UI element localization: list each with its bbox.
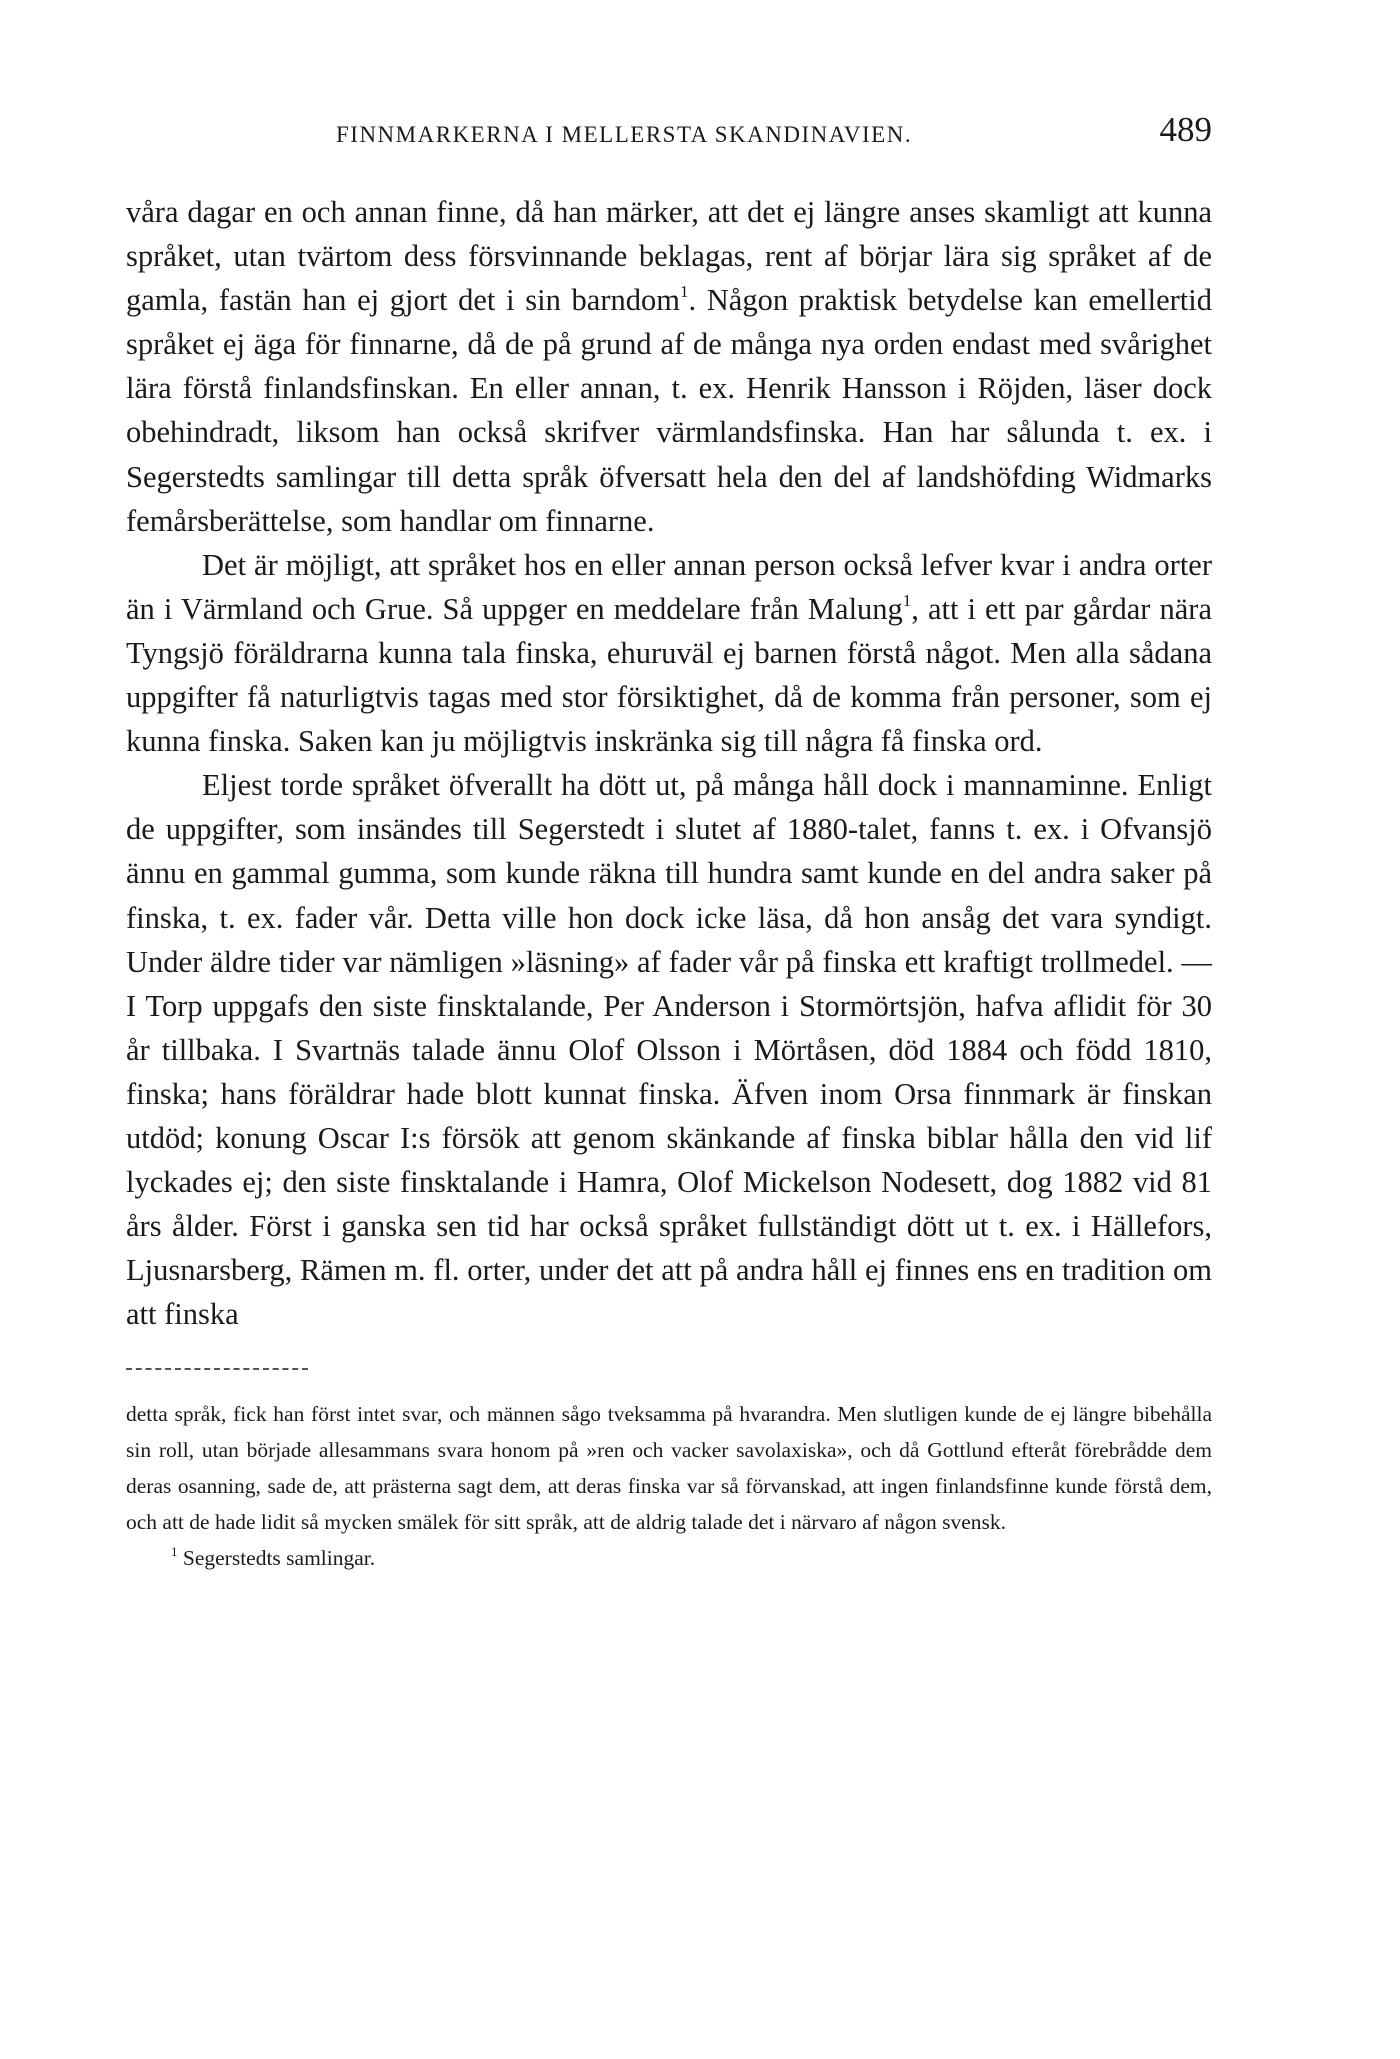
paragraph-2-part-a: Det är möjligt, att språket hos en eller annan person också lefver kvar i andra orter än i Värmland och Grue. Så uppger en meddelare från Malung <box>126 547 1212 626</box>
page-header <box>126 110 1212 166</box>
book-page <box>126 110 1212 1576</box>
footnote-1-text: Segerstedts samlingar. <box>182 1546 376 1571</box>
paragraph-3: Eljest torde språket öfverallt ha dött ut, på många håll dock i mannaminne. Enligt de uppgifter, som insändes till Segerstedt i slutet af 1880-talet, fanns t. ex. i Ofvansjö ännu en gammal gumma, som kunde räkna till hundra samt kunde en del andra saker på finska, t. ex. fader vår. Detta ville hon dock icke läsa, då hon ansåg det vara syndigt. Under äldre tider var nämligen »läsning» af fader vår på finska ett kraftigt trollmedel. — I Torp uppgafs den siste finsktalande, Per Anderson i Stormörtsjön, hafva aflidit för 30 år tillbaka. I Svartnäs talade ännu Olof Olsson i Mörtåsen, död 1884 och född 1810, finska; hans föräldrar hade blott kunnat finska. Äfven inom Orsa finnmark är finskan utdöd; konung Oscar I:s försök att genom skänkande af finska biblar hålla den vid lif lyckades ej; den siste finsktalande i Hamra, Olof Mickelson Nodesett, dog 1882 vid 81 års ålder. Först i ganska sen tid har också språket fullständigt dött ut t. ex. i Hällefors, Ljusnarsberg, Rämen m. fl. orter, under det att på andra håll ej finnes ens en tradition om att finska <box>126 768 1212 1332</box>
footnote-ref: 1 <box>902 590 912 610</box>
footnotes <box>126 1396 1212 1576</box>
footnote-1 <box>126 1540 1212 1576</box>
paragraph-1-part-a: våra dagar en och annan finne, då han märker, att det ej längre anses skamligt att kunna språket, utan tvärtom dess försvinnande beklagas, rent af börjar lära sig språket af de gamla, fastän han ej gjort det i sin barndom <box>126 195 1212 318</box>
running-head: FINNMARKERNA I MELLERSTA SKANDINAVIEN. <box>336 122 913 147</box>
paragraph-1 <box>126 190 1212 543</box>
paragraph-2 <box>126 543 1212 763</box>
footnote-marker: 1 <box>171 1544 178 1560</box>
footnote-ref: 1 <box>679 282 689 302</box>
footnote-continuation: detta språk, fick han först intet svar, och männen sågo tveksamma på hvarandra. Men slutligen kunde de ej längre bibehålla sin roll, utan började allesammans svara honom på »ren och vacker savolaxiska», och då Gottlund efteråt förebrådde dem deras osanning, sade de, att prästerna sagt dem, att deras finska var så förvanskad, att ingen finlandsfinne kunde förstå dem, och att de hade lidit så mycken smälek för sitt språk, att de aldrig talade det i närvaro af någon svensk. <box>126 1402 1212 1535</box>
body-text <box>126 190 1212 1336</box>
footnote-rule <box>126 1368 308 1370</box>
page-number: 489 <box>1159 110 1212 149</box>
paragraph-2-part-b: , att i ett par gårdar nära Tyngsjö föräldrarna kunna tala finska, ehuruväl ej barnen förstå något. Men alla sådana uppgifter få naturligtvis tagas med stor försiktighet, då de komma från personer, som ej kunna finska. Saken kan ju möjligtvis inskränka sig till några få finska ord. <box>126 591 1212 759</box>
paragraph-1-part-b: . Någon praktisk betydelse kan emellertid språket ej äga för finnarne, då de på grund af de många nya orden endast med svårighet lära förstå finlandsfinskan. En eller annan, t. ex. Henrik Hansson i Röjden, läser dock obehindradt, liksom han också skrifver värmlandsfinska. Han har sålunda t. ex. i Segerstedts samlingar till detta språk öfversatt hela den del af landshöfding Widmarks femårsberättelse, som handlar om finnarne. <box>126 283 1212 538</box>
